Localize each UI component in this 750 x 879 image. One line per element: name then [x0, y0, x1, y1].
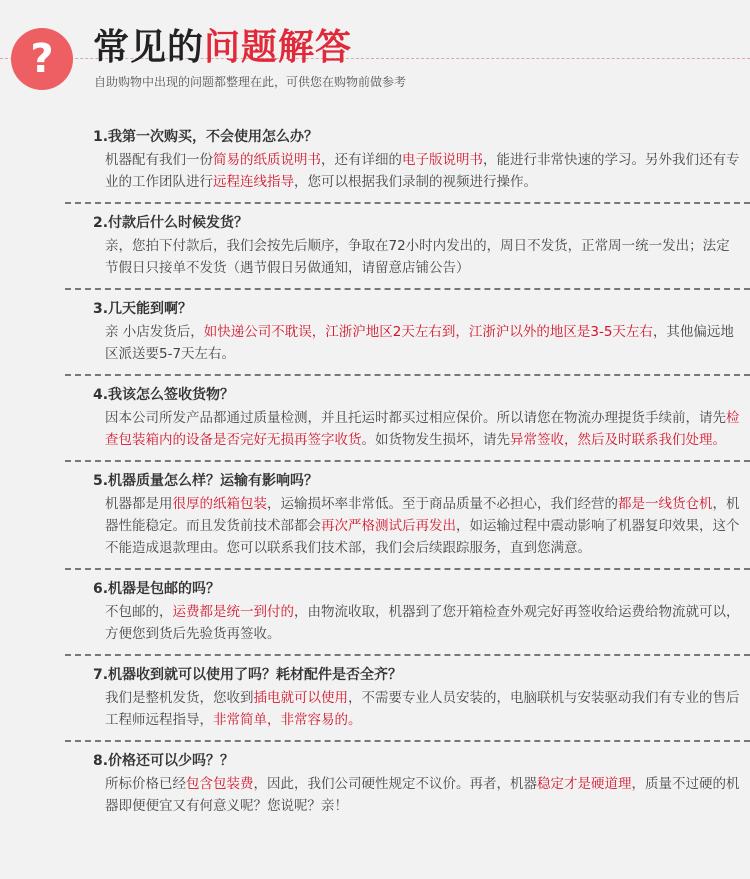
answer-text: 我们是整机发货，您收到 [105, 690, 254, 706]
highlighted-text: 都是一线货仓机 [618, 496, 713, 512]
faq-item [65, 118, 750, 204]
faq-answer [93, 407, 740, 451]
highlighted-text: 异常签收，然后及时联系我们处理。 [510, 432, 726, 448]
faq-question: 8.价格还可以少吗？？ [93, 753, 235, 769]
answer-text: ，能进行非常快速的学习。另外我们还有专业的工作团队进行 [105, 152, 740, 190]
faq-item [65, 570, 750, 656]
highlighted-text: 简易的纸质说明书 [213, 152, 321, 168]
faq-question: 6.机器是包邮的吗？ [93, 581, 221, 597]
answer-text: 因本公司所发产品都通过质量检测，并且托运时都买过相应保价。所以请您在物流办理提货手续前，请先 [105, 410, 726, 426]
answer-text: 不包邮的， [105, 604, 173, 620]
faq-answer [93, 235, 740, 279]
highlighted-text: 电子版说明书 [402, 152, 483, 168]
faq-item [65, 656, 750, 742]
faq-item [65, 376, 750, 462]
answer-text: ，不需要专业人员安装的，电脑联机与安装驱动我们有专业的售后工程师远程指导， [105, 690, 740, 728]
faq-item [65, 290, 750, 376]
highlighted-text: 再次严格测试后再发出 [321, 518, 456, 534]
faq-question: 2.付款后什么时候发货？ [93, 215, 249, 231]
answer-text: ，运输损坏率非常低。至于商品质量不必担心，我们经营的 [267, 496, 618, 512]
answer-text: ，您可以根据我们录制的视频进行操作。 [294, 174, 537, 190]
faq-answer [93, 773, 740, 817]
faq-question: 1.我第一次购买，不会使用怎么办？ [93, 129, 319, 145]
highlighted-text: 如快递公司不耽误，江浙沪地区2天左右到，江浙沪以外的地区是3-5天左右 [203, 324, 653, 340]
answer-text: 。如货物发生损坏，请先 [361, 432, 510, 448]
answer-text: ，其他偏远地区派送要5-7天左右。 [105, 324, 734, 362]
page-header [0, 0, 750, 110]
faq-item [65, 462, 750, 570]
answer-text: 机器配有我们一份 [105, 152, 213, 168]
faq-question: 7.机器收到就可以使用了吗？耗材配件是否全齐？ [93, 667, 403, 683]
highlighted-text: 包含包装费 [186, 776, 254, 792]
answer-text: ，质量不过硬的机器即便便宜又有何意义呢？您说呢？亲！ [105, 776, 740, 814]
title-part-1: 常见的 [93, 27, 205, 68]
answer-text: ，如运输过程中震动影响了机器复印效果，这个不能造成退款理由。您可以联系我们技术部，我们会后续跟踪服务，直到您满意。 [105, 518, 740, 556]
highlighted-text: 运费都是统一到付的 [172, 604, 294, 620]
answer-text: 亲 小店发货后， [105, 324, 204, 340]
highlighted-text: 检查包装箱内的设备是否完好无损再签字收货 [105, 410, 740, 448]
highlighted-text: 稳定才是硬道理 [537, 776, 632, 792]
highlighted-text: 非常简单，非常容易的。 [213, 712, 362, 728]
answer-text: 所标价格已经 [105, 776, 186, 792]
page-title [93, 26, 352, 70]
faq-answer [93, 493, 740, 559]
answer-text: ，因此，我们公司硬性规定不议价。再者，机器 [253, 776, 537, 792]
faq-answer [93, 321, 740, 365]
question-mark-icon: ? [11, 28, 73, 90]
highlighted-text: 很厚的纸箱包装 [172, 496, 267, 512]
page-subtitle: 自助购物中出现的问题都整理在此，可供您在购物前做参考 [94, 75, 407, 89]
faq-item [65, 204, 750, 290]
answer-text: ，机器性能稳定。而且发货前技术部都会 [105, 496, 740, 534]
faq-question: 5.机器质量怎么样？运输有影响吗？ [93, 473, 319, 489]
faq-question: 3.几天能到啊？ [93, 301, 193, 317]
faq-answer [93, 149, 740, 193]
highlighted-text: 远程连线指导 [213, 174, 294, 190]
faq-item [65, 742, 750, 826]
highlighted-text: 插电就可以使用 [253, 690, 348, 706]
faq-answer [93, 601, 740, 645]
answer-text: ，由物流收取，机器到了您开箱检查外观完好再签收给运费给物流就可以，方便您到货后先验货再签收。 [105, 604, 740, 642]
answer-text: 亲，您拍下付款后，我们会按先后顺序，争取在72小时内发出的，周日不发货，正常周一统一发出；法定节假日只接单不发货（遇节假日另做通知，请留意店铺公告） [105, 238, 730, 276]
faq-list [0, 118, 750, 826]
faq-answer [93, 687, 740, 731]
faq-question: 4.我该怎么签收货物？ [93, 387, 235, 403]
answer-text: ，还有详细的 [321, 152, 402, 168]
title-part-2: 问题解答 [204, 27, 353, 68]
answer-text: 机器都是用 [105, 496, 173, 512]
